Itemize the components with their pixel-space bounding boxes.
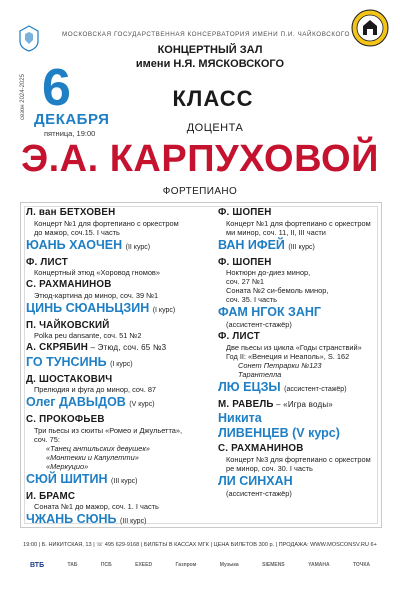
program-item: [26, 491, 216, 530]
work-title: ре минор, соч. 30. I часть: [226, 463, 313, 473]
composer-name: Ф. ШОПЕН: [218, 256, 272, 268]
performer-course: (III курс): [288, 243, 315, 251]
footer-info: 19:00 | Б. НИКИТСКАЯ, 13 | ☏ 495 629-9168 | БИЛЕТЫ В КАССАХ МГК | ЦЕНА БИЛЕТОВ 300 р. | ПРОДАЖА: WWW.MOSCONSV.RU 6+: [23, 542, 377, 548]
work-title: Концерт №1 для фортепиано с оркестром: [226, 218, 371, 228]
work-title: Концертный этюд «Хоровод гномов»: [34, 268, 160, 277]
performer-name: ЛИ СИНХАН: [218, 473, 293, 488]
work-title: Три пьесы из сюиты «Ромео и Джульетта»,: [34, 425, 183, 435]
composer-suffix: – «Игра воды»: [273, 399, 333, 409]
sponsor-logo: ТОЧКА: [352, 562, 370, 568]
season-label: сезон 2024-2025: [20, 74, 26, 120]
performer-course: (II курс): [125, 243, 151, 251]
hall-line-2: имени Н.Я. МЯСКОВСКОГО: [135, 58, 285, 70]
performer-name: ВАН ИФЕЙ (III курс): [218, 237, 315, 252]
work-subtitle: «Меркуцио»: [46, 461, 89, 471]
performer-name: ЮАНЬ ХАОЧЕН (II курс): [26, 237, 151, 252]
composer-name: С. ПРОКОФЬЕВ: [26, 414, 105, 425]
composer-name: Л. ван БЕТХОВЕН: [26, 207, 116, 218]
concert-weekday-time: пятница, 19:00: [44, 129, 96, 138]
performer-course: (I курс): [152, 306, 176, 314]
work-subtitle: Тарантелла: [238, 369, 282, 379]
hall-line-1: КОНЦЕРТНЫЙ ЗАЛ: [157, 44, 263, 56]
program-item: [218, 399, 398, 442]
composer-name: С. РАХМАНИНОВ: [26, 279, 112, 290]
ministry-emblem-icon: [16, 24, 42, 52]
work-title: соч. 35. I часть: [226, 295, 278, 304]
sponsor-logo: YAMAHA: [308, 562, 330, 568]
work-title: Две пьесы из цикла «Годы странствий»: [226, 342, 362, 352]
work-title: соч. 75:: [34, 434, 60, 444]
work-title: Год II: «Венеция и Неаполь», S. 162: [226, 351, 350, 361]
instrument-label: ФОРТЕПИАНО: [162, 186, 238, 197]
performer-name: СЮЙ ШИТИН (III курс): [26, 471, 138, 486]
performer-course: (V курс): [129, 401, 155, 408]
work-title: Polka peu dansante, соч. 51 №2: [34, 331, 142, 340]
sponsor-logos: [30, 556, 370, 574]
performer-name: ГО ТУНСИНЬ (I курс): [26, 354, 133, 369]
program-item: [26, 207, 216, 255]
performer-course: (I курс): [110, 360, 133, 368]
work-subtitle: «Танец антильских девушек»: [46, 443, 150, 453]
concert-hall-title: [120, 43, 300, 71]
program-item: [26, 414, 216, 489]
header: [0, 0, 400, 70]
sponsor-logo: EXEED: [135, 562, 153, 568]
work-subtitle: Сонет Петрарки №123: [238, 360, 322, 370]
work-title: до мажор, соч.15. I часть: [34, 227, 120, 237]
performer-course: (ассистент-стажёр): [226, 488, 292, 498]
conservatory-name: МОСКОВСКАЯ ГОСУДАРСТВЕННАЯ КОНСЕРВАТОРИЯ ИМЕНИ П.И. ЧАЙКОВСКОГО: [62, 31, 350, 38]
composer-name: Ф. ЛИСТ: [26, 256, 68, 268]
work-title: Концерт №3 для фортепиано с оркестром: [226, 454, 371, 464]
work-title: Прелюдия и фуга до минор, соч. 87: [34, 385, 157, 394]
performer-course: (III курс): [120, 518, 147, 525]
performer-course: (III курс): [111, 477, 138, 485]
performer-surname: ЛИВЕНЦЕВ (V курс): [218, 426, 340, 440]
program-left-column: [26, 207, 216, 531]
work-subtitle: «Монтекки и Капулетти»: [46, 452, 139, 462]
work-title: соч. 27 №1: [226, 277, 264, 286]
composer-name: П. ЧАЙКОВСКИЙ: [26, 319, 110, 331]
docent-heading: ДОЦЕНТА: [186, 122, 244, 134]
performer-course: (ассистент-стажёр): [284, 385, 347, 393]
composer-name: А. СКРЯБИН – Этюд, соч. 65 №3: [26, 342, 167, 353]
composer-name: С. РАХМАНИНОВ: [218, 443, 304, 454]
performer-name: ЦИНЬ СЮАНЬЦЗИН (I курс): [26, 300, 176, 315]
program-item: [26, 320, 216, 341]
conservatory-seal-icon: [350, 8, 390, 48]
work-title: Концерт №1 для фортепиано с оркестром: [34, 218, 179, 228]
program-item: [218, 207, 398, 255]
performer-name: ФАМ НГОК ЗАНГ: [218, 305, 322, 319]
program-right-column: [218, 207, 398, 500]
performer-name: Олег ДАВЫДОВ (V курс): [26, 395, 155, 409]
program-item: [218, 257, 398, 330]
sponsor-logo: SIEMENS: [262, 562, 285, 568]
composer-name: Ф. ЛИСТ: [218, 331, 260, 342]
performer-course: (ассистент-стажёр): [226, 320, 292, 329]
composer-name: М. РАВЕЛЬ – «Игра воды»: [218, 398, 333, 410]
work-title: Соната №1 до мажор, соч. 1. I часть: [34, 502, 159, 511]
class-heading: КЛАСС: [172, 86, 254, 111]
program-item: [218, 331, 398, 397]
composer-name: Ф. ШОПЕН: [218, 207, 272, 218]
sponsor-logo: ВТБ: [30, 561, 45, 569]
composer-suffix: – Этюд, соч. 65 №3: [88, 343, 167, 352]
concert-day: 6: [42, 59, 71, 117]
concert-month: ДЕКАБРЯ: [34, 111, 110, 128]
program-item: [218, 443, 398, 498]
sponsor-logo: ТАБ: [67, 562, 78, 568]
program-item: [26, 279, 216, 318]
work-title: Соната №2 си-бемоль минор,: [226, 286, 329, 295]
composer-name: Д. ШОСТАКОВИЧ: [26, 373, 113, 385]
sponsor-logo: ПСБ: [100, 562, 112, 568]
performer-course: (V курс): [292, 426, 340, 440]
performer-name: ЧЖАНЬ СЮНЬ (III курс): [26, 512, 147, 526]
work-title: Ноктюрн до-диез минор,: [226, 268, 311, 277]
work-title: ми минор, соч. 11, II, III части: [226, 227, 326, 237]
sponsor-logo: Газпром: [175, 562, 197, 568]
program-item: [26, 257, 216, 278]
work-title: Этюд-картина до минор, соч. 39 №1: [34, 290, 159, 300]
program-item: [26, 342, 216, 372]
program-item: [26, 374, 216, 413]
composer-name: И. БРАМС: [26, 490, 76, 502]
performer-name: Никита: [218, 411, 262, 425]
sponsor-logo: Музыка: [219, 562, 239, 568]
teacher-name: Э.А. КАРПУХОВОЙ: [21, 138, 379, 180]
performer-name: ЛЮ ЕЦЗЫ (ассистент-стажёр): [218, 379, 347, 394]
